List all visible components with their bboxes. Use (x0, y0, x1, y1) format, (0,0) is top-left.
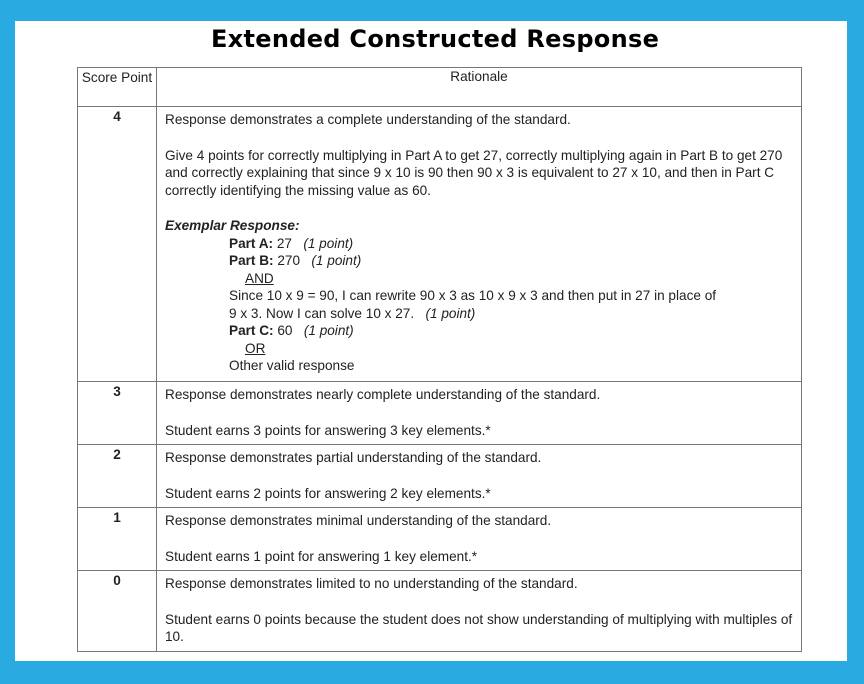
score-1: 1 (78, 508, 157, 571)
part-a-value: 27 (273, 235, 292, 251)
part-b-point: (1 point) (311, 253, 362, 268)
part-c-label: Part C: (229, 323, 274, 338)
or-connector: OR (245, 340, 266, 356)
score-3: 3 (78, 382, 157, 445)
rationale-summary: Response demonstrates limited to no understanding of the standard. (165, 576, 578, 591)
explanation-line-2 (165, 305, 793, 323)
part-b-value: 270 (273, 253, 301, 268)
table-row (78, 382, 802, 445)
part-a (165, 235, 793, 253)
rationale-detail: Give 4 points for correctly multiplying in Part A to get 27, correctly multiplying again in Part B to get 270 and correctly explaining that since 9 x 10 is 90 then 90 x 3 is equivalent to 27 x 10, and then in Part C correctly identifying the missing value as 60. (165, 147, 783, 198)
rationale-2 (157, 445, 802, 508)
rubric-card (15, 21, 847, 661)
rationale-4 (157, 107, 802, 382)
other-valid-response: Other valid response (229, 358, 355, 373)
part-c-point: (1 point) (303, 323, 354, 338)
table-row (78, 107, 802, 382)
part-c (165, 322, 793, 340)
score-0: 0 (78, 571, 157, 652)
rationale-detail: Student earns 3 points for answering 3 key elements.* (165, 422, 491, 438)
part-a-point: (1 point) (303, 235, 354, 251)
rationale-summary: Response demonstrates minimal understanding of the standard. (165, 513, 552, 528)
header-row (78, 68, 802, 107)
table-row (78, 508, 802, 571)
and-connector: AND (245, 270, 274, 286)
explanation-text: 9 x 3. Now I can solve 10 x 27. (229, 305, 415, 321)
part-b (165, 252, 793, 270)
rationale-summary: Response demonstrates partial understanding of the standard. (165, 450, 542, 465)
table-row (78, 571, 802, 652)
explanation-point: (1 point) (425, 305, 476, 321)
score-2: 2 (78, 445, 157, 508)
rationale-detail: Student earns 0 points because the student does not show understanding of multiplying with multiples of 10. (165, 611, 793, 644)
exemplar-label: Exemplar Response: (165, 218, 300, 233)
score-point-header: Score Point (78, 68, 157, 107)
rationale-summary: Response demonstrates a complete understanding of the standard. (165, 112, 571, 127)
explanation-line-1: Since 10 x 9 = 90, I can rewrite 90 x 3 as 10 x 9 x 3 and then put in 27 in place of (229, 288, 717, 303)
table-row (78, 445, 802, 508)
rationale-summary: Response demonstrates nearly complete understanding of the standard. (165, 387, 601, 402)
part-b-label: Part B: (229, 253, 274, 268)
part-a-label: Part A: (229, 235, 274, 251)
rationale-1 (157, 508, 802, 571)
rationale-0 (157, 571, 802, 652)
rubric-table (77, 67, 802, 652)
score-4: 4 (78, 107, 157, 382)
rationale-3 (157, 382, 802, 445)
page-title: Extended Constructed Response (211, 25, 660, 53)
rationale-header: Rationale (157, 68, 802, 107)
rationale-detail: Student earns 2 points for answering 2 key elements.* (165, 485, 491, 501)
part-c-value: 60 (273, 323, 293, 338)
rationale-detail: Student earns 1 point for answering 1 key element.* (165, 548, 478, 564)
